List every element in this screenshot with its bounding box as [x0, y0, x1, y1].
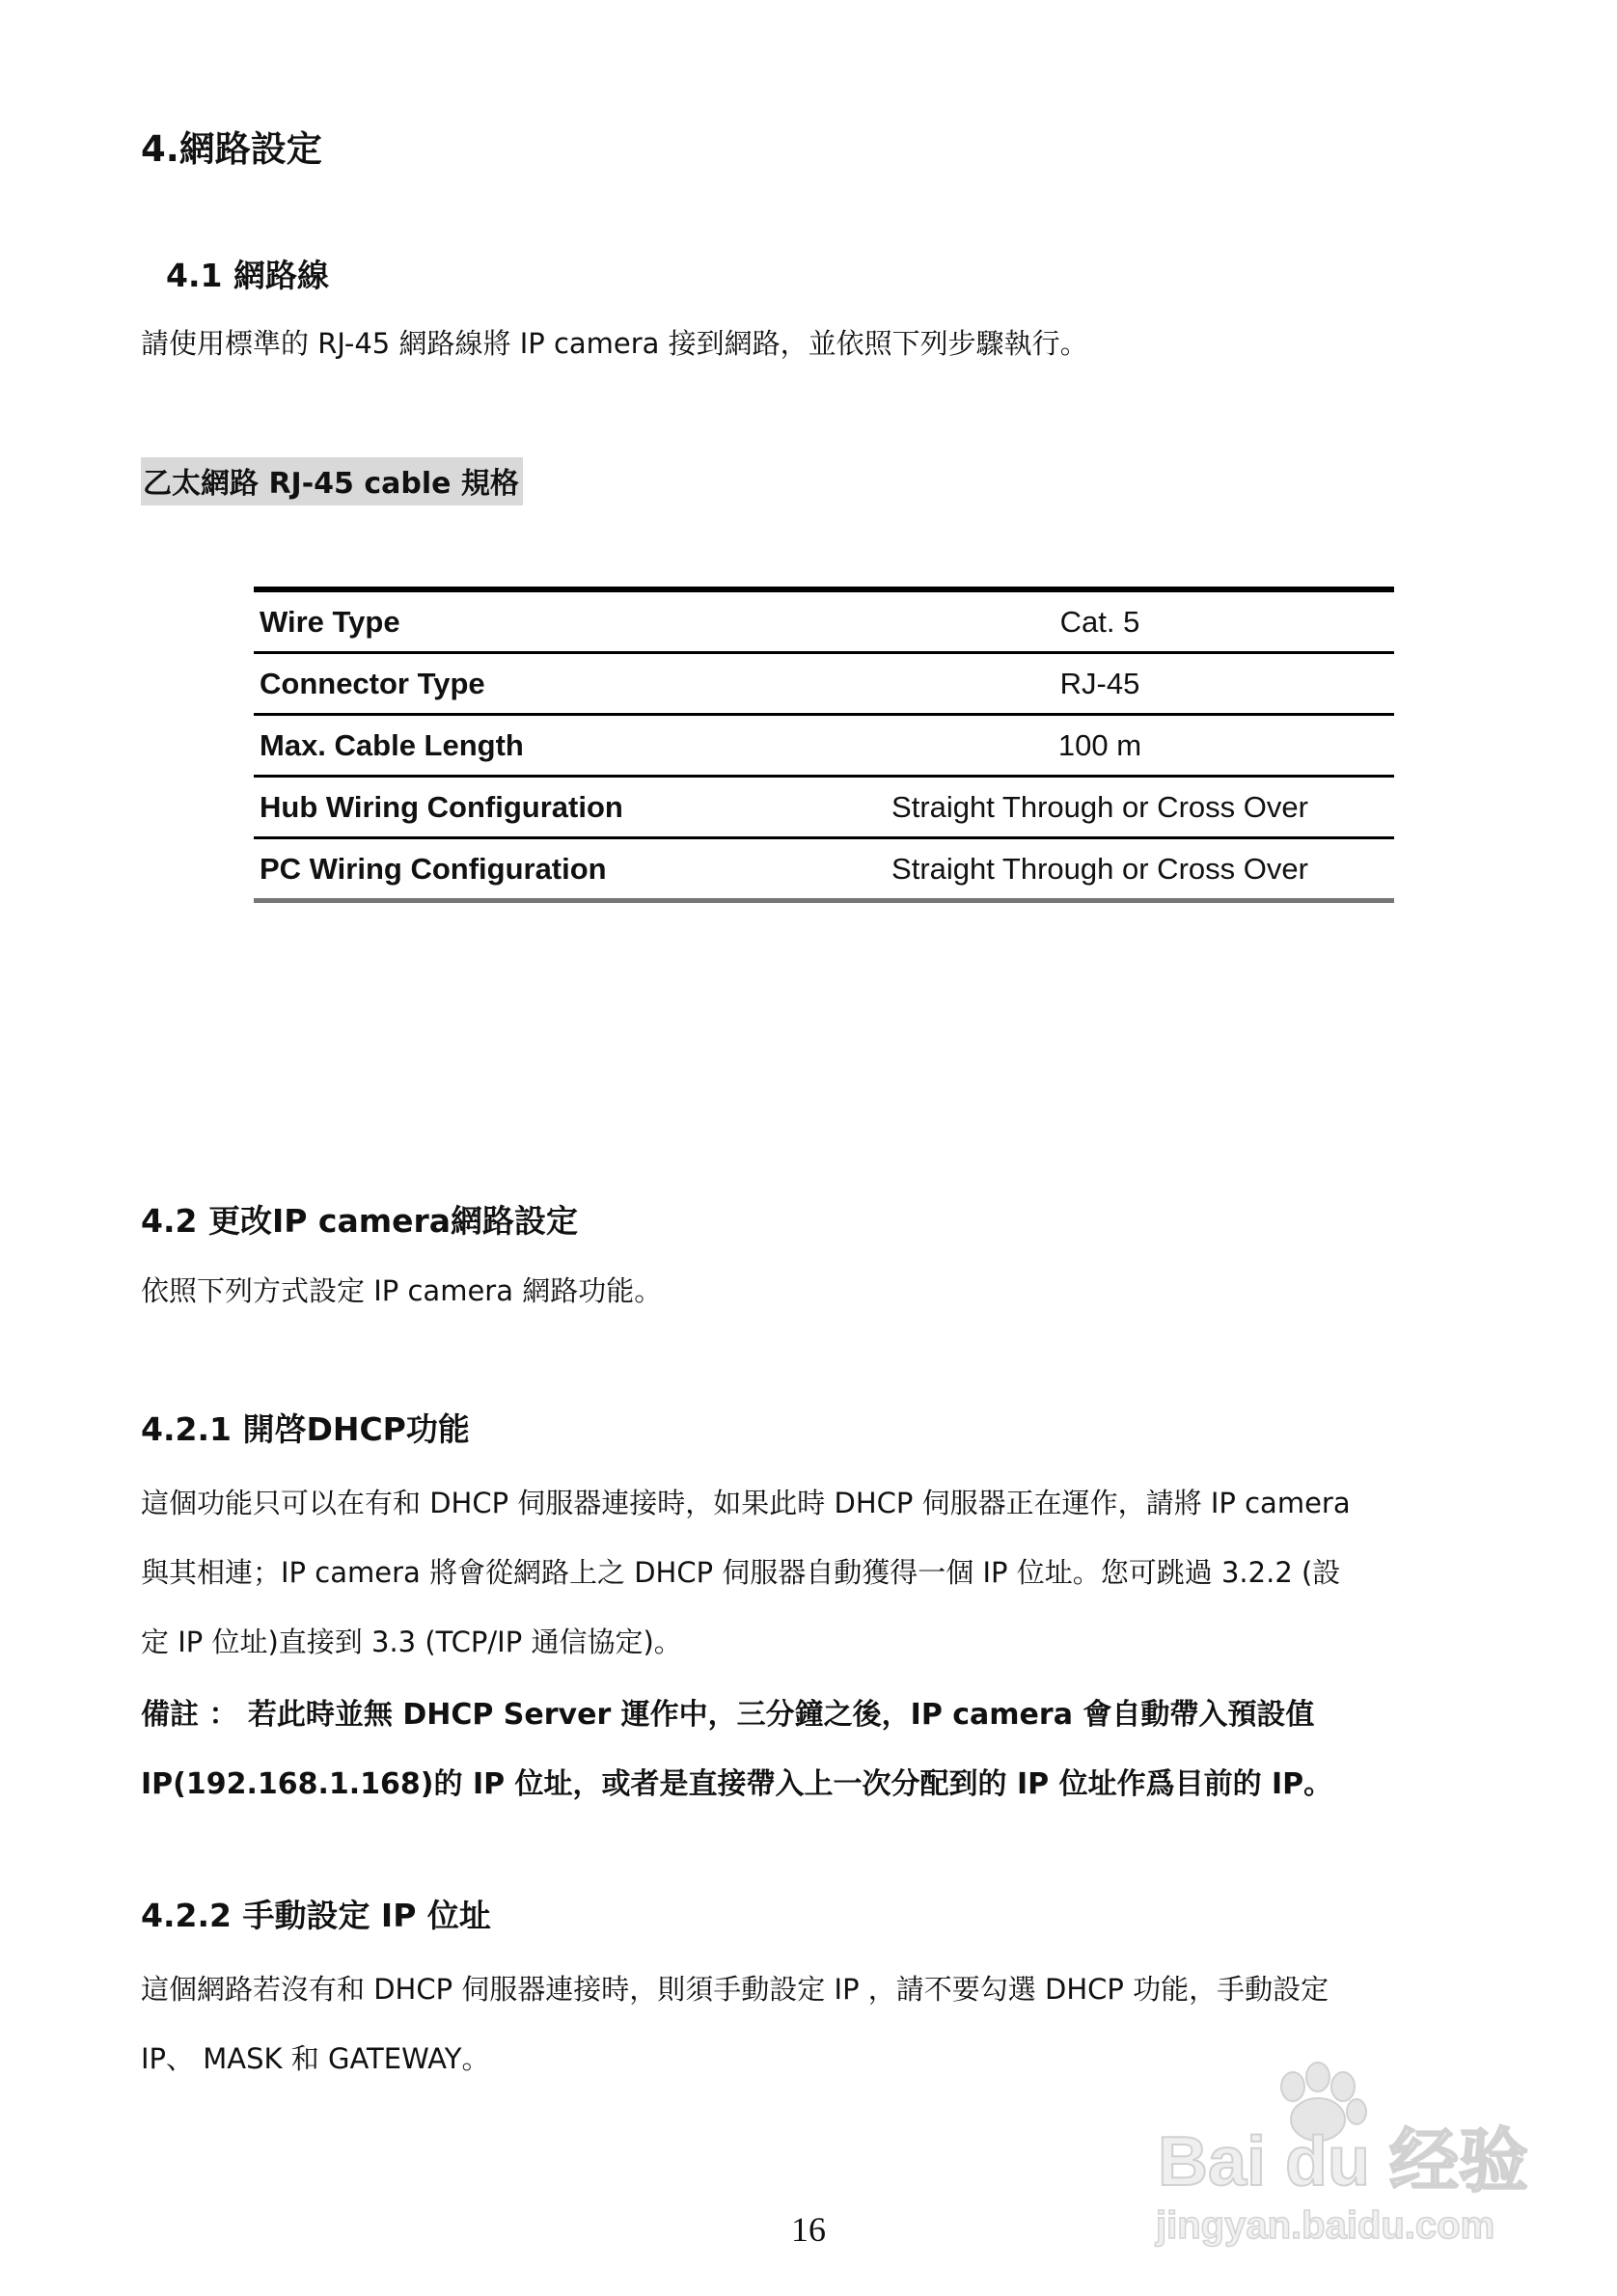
paragraph-line: 與其相連；IP camera 將會從網路上之 DHCP 伺服器自動獲得一個 IP 位址。您可跳過 3.2.2 (設	[141, 1556, 1341, 1589]
note-line: 備註 ： 若此時並無 DHCP Server 運作中，三分鐘之後，IP camera 會自動帶入預設值	[141, 1698, 1315, 1732]
table-row	[254, 653, 1394, 715]
spec-label: Max. Cable Length	[254, 715, 806, 777]
section-4-1-intro: 請使用標準的 RJ-45 網路線將 IP camera 接到網路，並依照下列步驟執行。	[141, 327, 1088, 360]
watermark-brand: Bai du 经验	[1158, 2123, 1529, 2200]
paragraph-line: 定 IP 位址)直接到 3.3 (TCP/IP 通信協定)。	[141, 1626, 682, 1658]
spec-label: PC Wiring Configuration	[254, 838, 806, 901]
watermark-url: jingyan.baidu.com	[1156, 2204, 1495, 2247]
paragraph-line: IP、 MASK 和 GATEWAY。	[141, 2042, 490, 2075]
spec-label: Hub Wiring Configuration	[254, 777, 806, 838]
spec-label: Wire Type	[254, 589, 806, 653]
section-4-2-2-title: 4.2.2 手動設定 IP 位址	[141, 1897, 491, 1934]
section-4-2-1-title: 4.2.1 開啓DHCP功能	[141, 1410, 470, 1448]
table-row	[254, 838, 1394, 901]
page-number: 16	[791, 2210, 826, 2249]
section-4-2-title: 4.2 更改IP camera網路設定	[141, 1202, 579, 1240]
spec-value: RJ-45	[806, 653, 1394, 715]
section-4-1-title: 4.1 網路線	[166, 257, 329, 294]
watermark-logo	[1148, 2060, 1553, 2253]
cable-spec-table	[254, 587, 1394, 903]
paragraph-line: 這個網路若沒有和 DHCP 伺服器連接時，則須手動設定 IP ，請不要勾選 DHCP 功能，手動設定	[141, 1973, 1329, 2006]
spec-label: Connector Type	[254, 653, 806, 715]
note-line: IP(192.168.1.168)的 IP 位址，或者是直接帶入上一次分配到的 IP 位址作爲目前的 IP。	[141, 1767, 1333, 1801]
spec-value: Straight Through or Cross Over	[806, 777, 1394, 838]
table-row	[254, 715, 1394, 777]
spec-value: Straight Through or Cross Over	[806, 838, 1394, 901]
spec-value: Cat. 5	[806, 589, 1394, 653]
table-row	[254, 777, 1394, 838]
cable-spec-heading: 乙太網路 RJ-45 cable 規格	[141, 457, 523, 506]
paragraph-line: 這個功能只可以在有和 DHCP 伺服器連接時，如果此時 DHCP 伺服器正在運作，請將 IP camera	[141, 1487, 1351, 1519]
section-4-title: 4.網路設定	[141, 128, 322, 170]
section-4-2-intro: 依照下列方式設定 IP camera 網路功能。	[141, 1274, 663, 1307]
table-row	[254, 589, 1394, 653]
spec-value: 100 m	[806, 715, 1394, 777]
